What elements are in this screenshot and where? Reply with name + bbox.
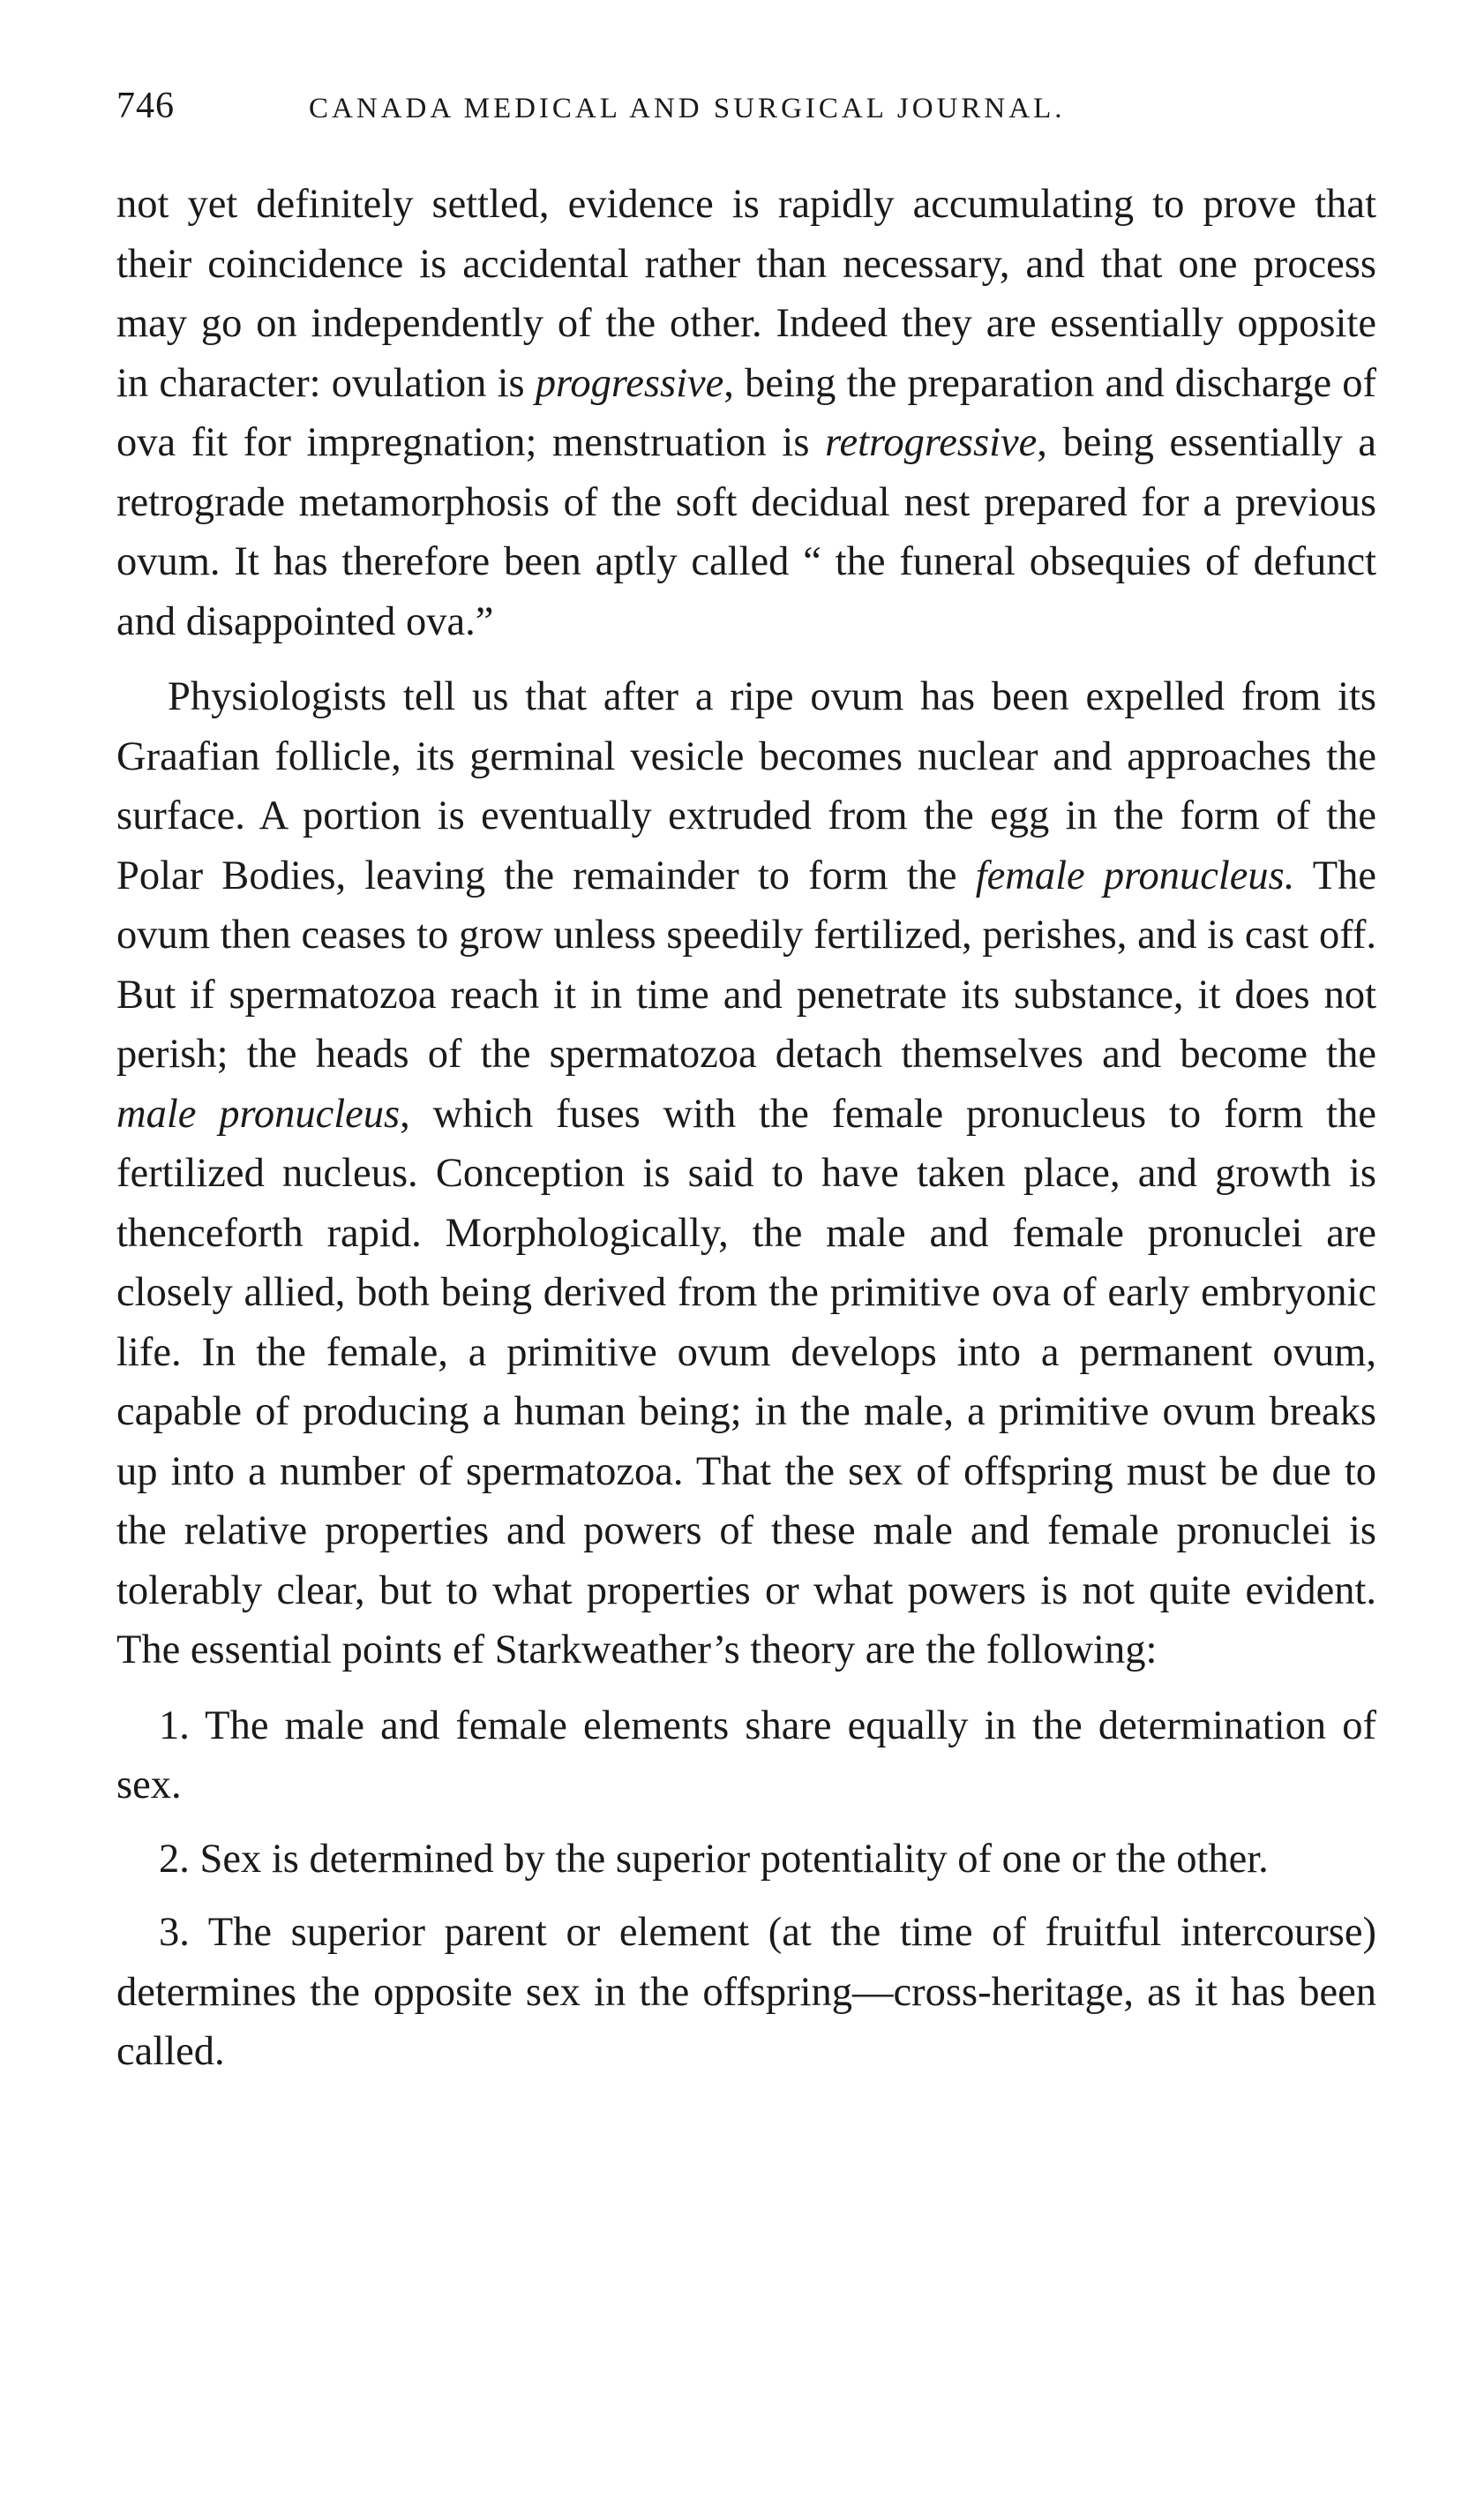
running-head [116,85,1376,141]
paragraph-text: , being essentially a retrograde metamorphosis of the soft decidual nest prepared for a previous ovum. It has therefore been aptly called “ the funeral obsequies of defunct and disappointed ova.” [116,420,1377,644]
theory-point-1: 1. The male and female elements share equally in the determination of sex. [116,1702,1376,1807]
italic-term: retrogressive [825,420,1038,465]
italic-term: female pronucleus. [975,853,1295,898]
body-text [116,175,1376,2082]
paragraph-continued [116,175,1376,651]
italic-term: male pronucleus [116,1091,401,1137]
paragraph-text: , being the preparation and discharge of ova fit for impregnation; menstruation is [116,360,1376,465]
paragraph-text: The ovum then ceases to grow unless speedily fertilized, perishes, and is cast off. But if spermatozoa reach it in time and penetrate its substance, it does not perish; the heads of the spermatozoa detach themselves and become the [116,853,1377,1077]
paragraph-text: , which fuses with the female pronucleus to form the fertilized nucleus. Conception is said to have taken place, and growth is thenceforth rapid. Morphologically, the male and female pronuclei are closely allied, both being derived from the primitive ova of early embryonic life. In the female, a primitive ovum develops into a permanent ovum, capable of producing a human being; in the male, a primitive ovum breaks up into a number of spermatozoa. That the sex of offspring must be due to the relative properties and powers of these male and female pronuclei is tolerably clear, but to what properties or what powers is not quite evident. The essential points ef Starkweather’s theory are the following: [116,1091,1376,1672]
paragraph-text: not yet definitely settled, evidence is rapidly accumulating to prove that their coincidence is accidental rather than necessary, and that one process may go on independently of the other. Indeed they are essentially opposite in character: ovulation is [116,182,1376,406]
theory-point-3: 3. The superior parent or element (at the time of fruitful intercourse) determines the opposite sex in the offspring—cross-heritage, as it has been called. [116,1910,1376,2074]
paragraph-physiology [116,667,1376,1680]
journal-title: CANADA MEDICAL AND SURGICAL JOURNAL. [309,93,1066,124]
italic-term: progressive [535,360,724,406]
paragraph-text: Physiologists tell us that after a ripe ovum has been expelled from its Graafian follicle, its germinal vesicle becomes nuclear and approaches the surface. A portion is eventually extruded from the egg in the form of the Polar Bodies, leaving the remainder to form the [116,674,1376,898]
theory-point-2: 2. Sex is determined by the superior potentiality of one or the other. [159,1836,1269,1882]
page-number: 746 [116,86,175,126]
